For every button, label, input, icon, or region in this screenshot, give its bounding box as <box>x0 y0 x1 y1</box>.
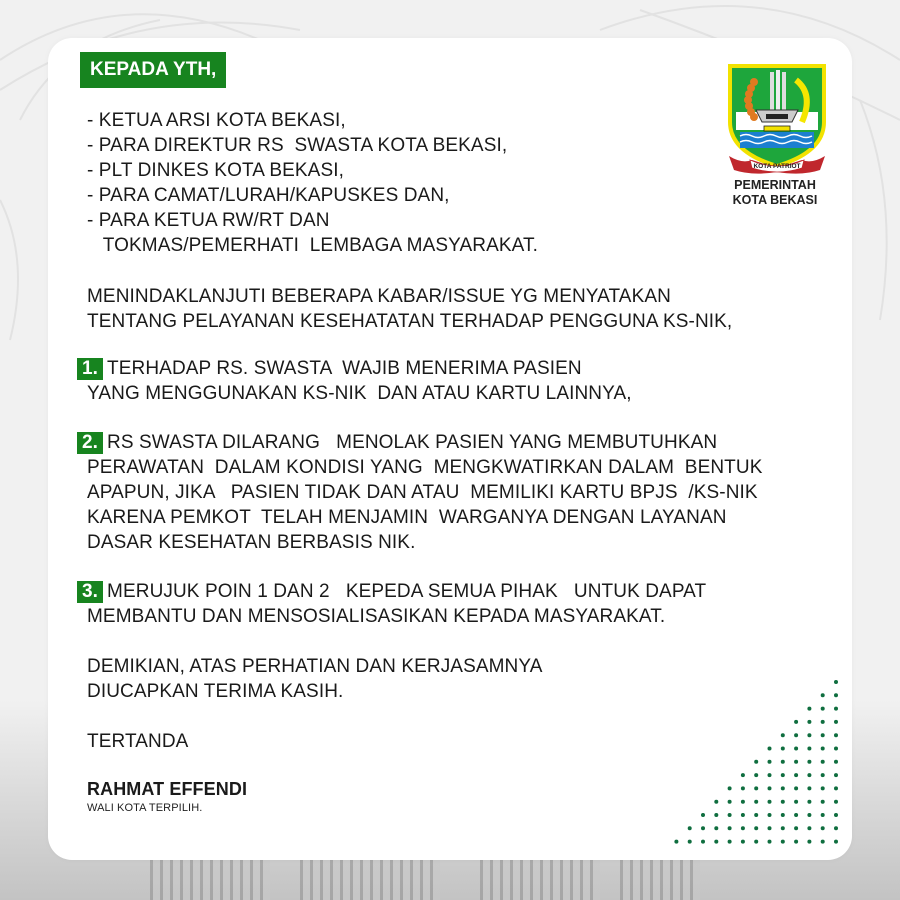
pattern-dot <box>688 840 692 844</box>
pattern-dot <box>821 773 825 777</box>
pattern-dot <box>834 707 838 711</box>
pattern-dot <box>794 826 798 830</box>
pattern-dot <box>821 813 825 817</box>
signatory-title: WALI KOTA TERPILIH. <box>87 802 203 814</box>
pattern-dot <box>728 840 732 844</box>
pattern-dot <box>821 840 825 844</box>
pattern-dot <box>821 800 825 804</box>
pattern-dot <box>754 813 758 817</box>
pattern-dot <box>807 786 811 790</box>
pattern-dot <box>807 733 811 737</box>
pattern-dot <box>834 840 838 844</box>
recipient-item: - KETUA ARSI KOTA BEKASI, <box>87 110 346 131</box>
pattern-dot <box>834 693 838 697</box>
pattern-dot <box>768 840 772 844</box>
pattern-dot <box>807 826 811 830</box>
pattern-dot <box>794 733 798 737</box>
decorative-dot-pattern <box>670 678 840 844</box>
pattern-dot <box>714 800 718 804</box>
pattern-dot <box>834 786 838 790</box>
pattern-dot <box>794 760 798 764</box>
point-2-line: APAPUN, JIKA PASIEN TIDAK DAN ATAU MEMILIKI KARTU BPJS /KS-NIK <box>87 482 758 503</box>
logo-caption <box>700 178 850 208</box>
pattern-dot <box>807 747 811 751</box>
pattern-dot <box>781 813 785 817</box>
recipient-item: - PLT DINKES KOTA BEKASI, <box>87 160 344 181</box>
pattern-dot <box>714 813 718 817</box>
closing-line: DIUCAPKAN TERIMA KASIH. <box>87 681 344 702</box>
pattern-dot <box>781 747 785 751</box>
point-text: RS SWASTA DILARANG MENOLAK PASIEN YANG MEMBUTUHKAN <box>107 432 718 453</box>
point-3-first-line <box>82 579 707 604</box>
pattern-dot <box>768 760 772 764</box>
pattern-dot <box>741 786 745 790</box>
pattern-dot <box>754 786 758 790</box>
pattern-dot <box>794 747 798 751</box>
pattern-dot <box>741 826 745 830</box>
point-text: MERUJUK POIN 1 DAN 2 KEPEDA SEMUA PIHAK UNTUK DAPAT <box>107 581 707 602</box>
pattern-dot <box>781 786 785 790</box>
pattern-dot <box>794 786 798 790</box>
pattern-dot <box>728 786 732 790</box>
pattern-dot <box>674 840 678 844</box>
point-number-badge: 3. <box>77 581 103 603</box>
pattern-dot <box>834 720 838 724</box>
signoff: TERTANDA <box>87 731 189 752</box>
recipient-item: - PARA KETUA RW/RT DAN <box>87 210 330 231</box>
intro-line: TENTANG PELAYANAN KESEHATATAN TERHADAP PENGGUNA KS-NIK, <box>87 311 733 332</box>
pattern-dot <box>807 773 811 777</box>
pattern-dot <box>741 813 745 817</box>
point-text: TERHADAP RS. SWASTA WAJIB MENERIMA PASIEN <box>107 358 582 379</box>
point-2-line: DASAR KESEHATAN BERBASIS NIK. <box>87 532 416 553</box>
pattern-dot <box>834 747 838 751</box>
intro-line: MENINDAKLANJUTI BEBERAPA KABAR/ISSUE YG MENYATAKAN <box>87 286 671 307</box>
pattern-dot <box>794 840 798 844</box>
recipient-item: - PARA CAMAT/LURAH/KAPUSKES DAN, <box>87 185 450 206</box>
pattern-dot <box>754 800 758 804</box>
pattern-dot <box>821 733 825 737</box>
pattern-dot <box>807 720 811 724</box>
pattern-dot <box>807 840 811 844</box>
pattern-dot <box>768 813 772 817</box>
pattern-dot <box>794 800 798 804</box>
pattern-dot <box>821 720 825 724</box>
pattern-dot <box>701 813 705 817</box>
pattern-dot <box>834 813 838 817</box>
point-number-badge: 1. <box>77 358 103 380</box>
pattern-dot <box>688 826 692 830</box>
point-2-line: KARENA PEMKOT TELAH MENJAMIN WARGANYA DENGAN LAYANAN <box>87 507 727 528</box>
closing-line: DEMIKIAN, ATAS PERHATIAN DAN KERJASAMNYA <box>87 656 543 677</box>
pattern-dot <box>701 826 705 830</box>
point-1-line: YANG MENGGUNAKAN KS-NIK DAN ATAU KARTU LAINNYA, <box>87 383 632 404</box>
pattern-dot <box>768 747 772 751</box>
pattern-dot <box>807 813 811 817</box>
addressee-header: KEPADA YTH, <box>80 52 226 88</box>
pattern-dot <box>728 813 732 817</box>
pattern-dot <box>821 786 825 790</box>
pattern-dot <box>781 773 785 777</box>
pattern-dot <box>821 747 825 751</box>
pattern-dot <box>728 800 732 804</box>
pattern-dot <box>821 693 825 697</box>
pattern-dot <box>834 773 838 777</box>
logo-caption-line1: PEMERINTAH <box>734 178 816 192</box>
pattern-dot <box>834 826 838 830</box>
pattern-dot <box>807 800 811 804</box>
point-2-first-line <box>82 430 718 455</box>
pattern-dot <box>754 773 758 777</box>
pattern-dot <box>728 826 732 830</box>
emblem-ribbon-text: KOTA PATRIOT <box>753 163 801 170</box>
pattern-dot <box>794 720 798 724</box>
pattern-dot <box>754 826 758 830</box>
point-3-line: MEMBANTU DAN MENSOSIALISASIKAN KEPADA MASYARAKAT. <box>87 606 666 627</box>
pattern-dot <box>834 680 838 684</box>
pattern-dot <box>821 707 825 711</box>
pattern-dot <box>807 760 811 764</box>
pattern-dot <box>834 800 838 804</box>
pattern-dot <box>754 840 758 844</box>
pattern-dot <box>834 733 838 737</box>
pattern-dot <box>754 760 758 764</box>
pattern-dot <box>794 813 798 817</box>
pattern-dot <box>834 760 838 764</box>
pattern-dot <box>741 773 745 777</box>
pattern-dot <box>741 800 745 804</box>
pattern-dot <box>781 800 785 804</box>
logo-caption-line2: KOTA BEKASI <box>732 193 818 207</box>
recipient-item: TOKMAS/PEMERHATI LEMBAGA MASYARAKAT. <box>87 235 538 256</box>
pattern-dot <box>741 840 745 844</box>
pattern-dot <box>701 840 705 844</box>
recipient-item: - PARA DIREKTUR RS SWASTA KOTA BEKASI, <box>87 135 508 156</box>
pattern-dot <box>768 800 772 804</box>
pattern-dot <box>807 707 811 711</box>
pattern-dot <box>821 760 825 764</box>
pattern-dot <box>768 773 772 777</box>
point-number-badge: 2. <box>77 432 103 454</box>
pattern-dot <box>781 733 785 737</box>
pattern-dot <box>714 840 718 844</box>
pattern-dot <box>768 826 772 830</box>
point-2-line: PERAWATAN DALAM KONDISI YANG MENGKWATIRKAN DALAM BENTUK <box>87 457 763 478</box>
pattern-dot <box>781 840 785 844</box>
pattern-dot <box>781 760 785 764</box>
kota-bekasi-emblem-icon <box>722 60 832 175</box>
point-1-first-line <box>82 356 582 381</box>
pattern-dot <box>794 773 798 777</box>
pattern-dot <box>714 826 718 830</box>
pattern-dot <box>768 786 772 790</box>
pattern-dot <box>781 826 785 830</box>
pattern-dot <box>821 826 825 830</box>
signatory-name: RAHMAT EFFENDI <box>87 779 248 799</box>
